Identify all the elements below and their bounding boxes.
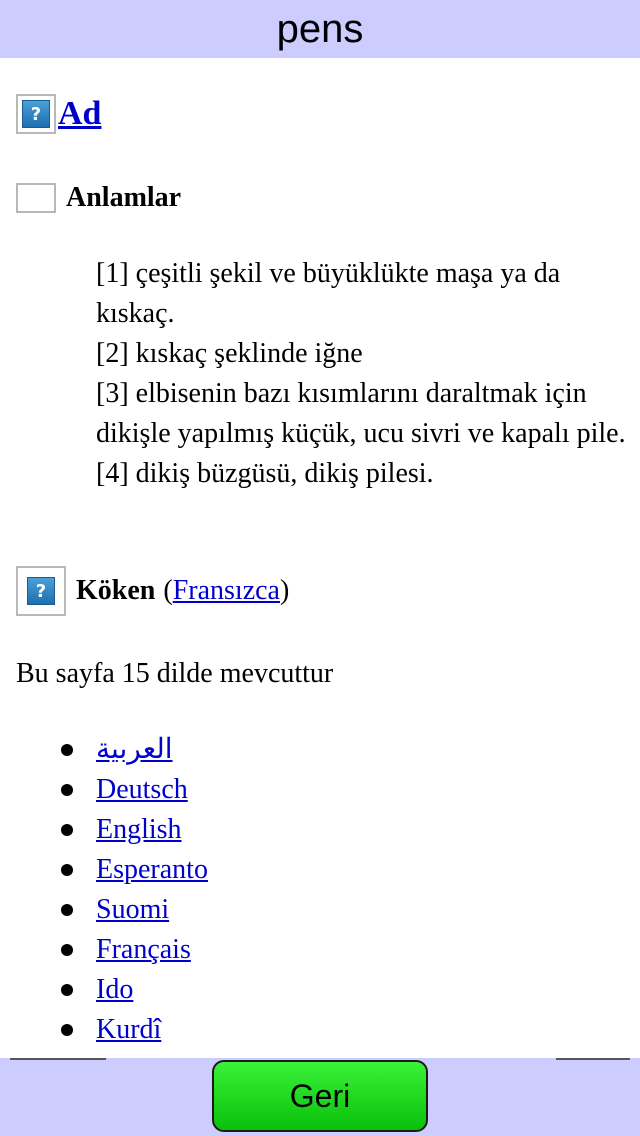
bullet-icon	[61, 784, 73, 796]
definition-item: [2] kıskaç şeklinde iğne	[96, 338, 363, 369]
list-item	[0, 770, 208, 810]
bottom-toolbar	[0, 1058, 640, 1136]
list-item	[0, 1010, 208, 1050]
bullet-icon	[61, 984, 73, 996]
bullet-icon	[61, 944, 73, 956]
pos-link-ad[interactable]: Ad	[58, 95, 102, 132]
language-link-eo[interactable]: Esperanto	[96, 854, 208, 885]
origin-language-link[interactable]: Fransızca	[172, 575, 280, 606]
origin-heading: Köken	[76, 575, 156, 606]
bullet-icon	[61, 864, 73, 876]
section-anlamlar	[16, 182, 181, 214]
definitions-list	[96, 254, 626, 494]
list-item	[0, 970, 208, 1010]
page-title: pens	[276, 7, 364, 51]
toolbar-divider	[556, 1058, 630, 1060]
language-link-io[interactable]: Ido	[96, 974, 134, 1005]
language-link-de[interactable]: Deutsch	[96, 774, 188, 805]
language-list	[0, 730, 208, 1050]
list-item	[0, 850, 208, 890]
available-languages-text: Bu sayfa 15 dilde mevcuttur	[16, 658, 334, 689]
back-button[interactable]: Geri	[212, 1060, 428, 1132]
list-item	[0, 810, 208, 850]
language-link-ku[interactable]: Kurdî	[96, 1014, 162, 1045]
section-koken	[16, 566, 289, 616]
list-item	[0, 890, 208, 930]
bullet-icon	[61, 744, 73, 756]
toolbar-divider	[10, 1058, 106, 1060]
section-ad	[16, 94, 101, 134]
definition-item: [4] dikiş büzgüsü, dikiş pilesi.	[96, 458, 434, 489]
bullet-icon	[61, 824, 73, 836]
language-link-fi[interactable]: Suomi	[96, 894, 170, 925]
article-content[interactable]	[0, 58, 640, 1058]
title-bar	[0, 0, 640, 58]
list-item	[0, 930, 208, 970]
language-link-fr[interactable]: Français	[96, 934, 191, 965]
definition-item: [1] çeşitli şekil ve büyüklükte maşa ya da kıskaç.	[96, 258, 561, 329]
bullet-icon	[61, 904, 73, 916]
list-item	[0, 730, 208, 770]
help-icon[interactable]: ?	[16, 566, 66, 616]
definition-item: [3] elbisenin bazı kısımlarını daraltmak için dikişle yapılmış küçük, ucu sivri ve kapalı pile.	[96, 378, 626, 449]
origin-close-paren: )	[279, 575, 290, 606]
blank-image-icon	[16, 183, 56, 213]
language-link-en[interactable]: English	[96, 814, 182, 845]
meanings-heading: Anlamlar	[66, 182, 182, 213]
help-icon[interactable]: ?	[16, 94, 56, 134]
bullet-icon	[61, 1024, 73, 1036]
language-link-ar[interactable]: العربية	[96, 734, 173, 765]
origin-open-paren: (	[163, 575, 173, 606]
